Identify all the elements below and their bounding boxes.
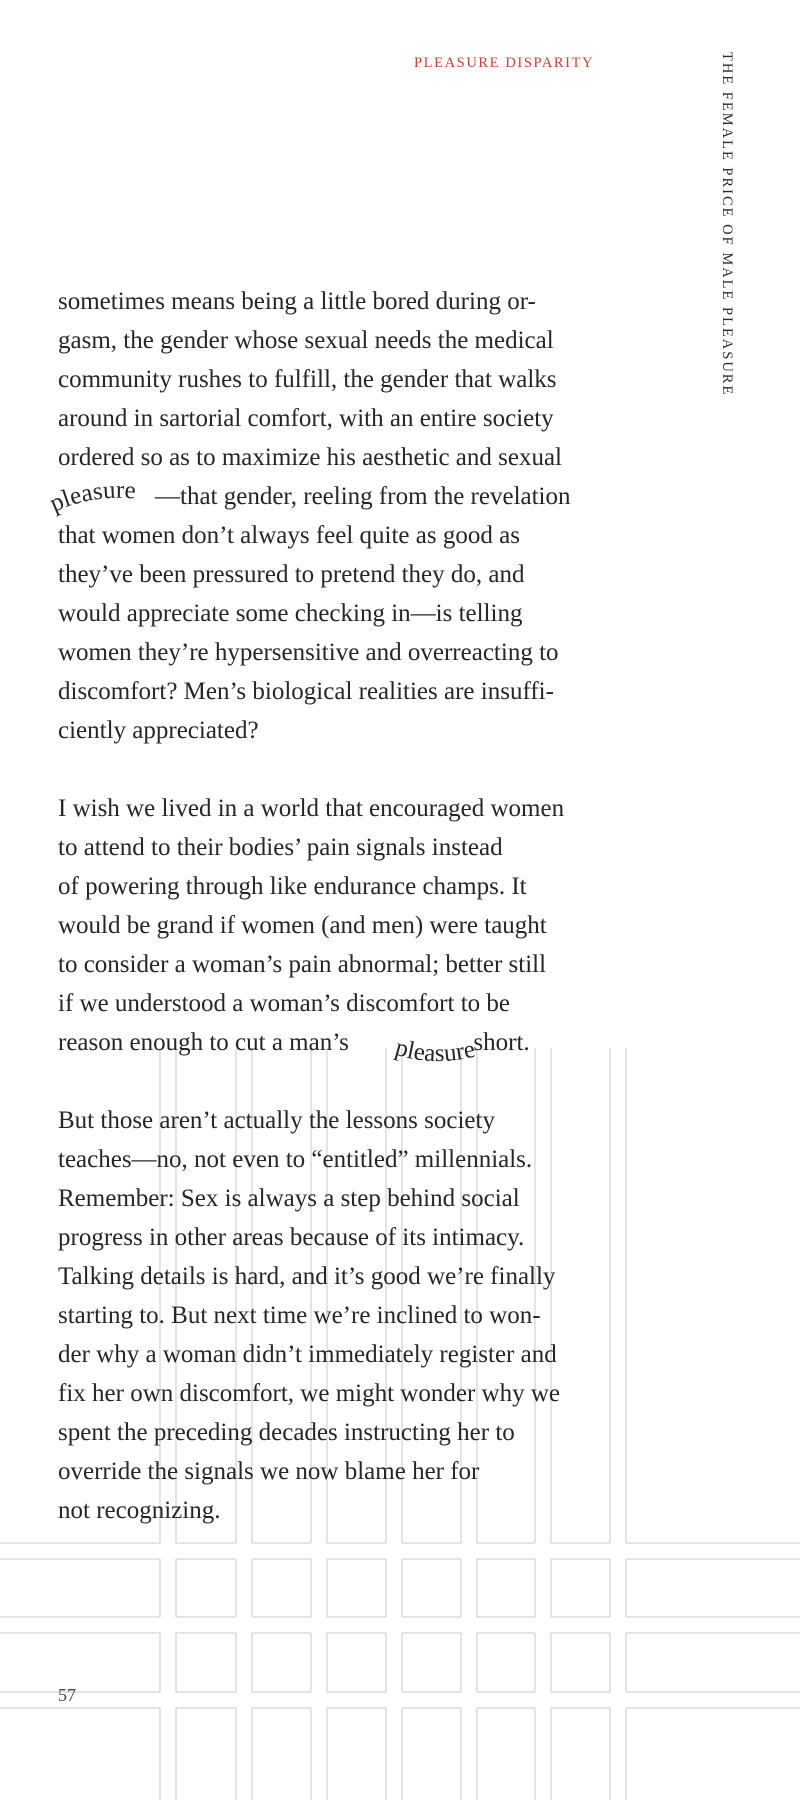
- paragraph-3: [58, 1101, 628, 1530]
- text-line: to consider a woman’s pain abnormal; better still: [58, 951, 547, 978]
- text-line: if we understood a woman’s discomfort to be: [58, 990, 510, 1017]
- text-line: Talking details is hard, and it’s good we’re finally: [58, 1263, 556, 1290]
- line-end: short.: [473, 1029, 530, 1056]
- text-line: that women don’t always feel quite as good as: [58, 522, 520, 549]
- text-line: der why a woman didn’t immediately register and: [58, 1341, 557, 1368]
- text-line: Remember: Sex is always a step behind social: [58, 1185, 520, 1212]
- svg-text:pleasure: [392, 1034, 477, 1067]
- text-line: ciently appreciated?: [58, 717, 259, 744]
- text-line: teaches—no, not even to “entitled” millennials.: [58, 1146, 533, 1173]
- body-text: [58, 282, 628, 1569]
- curved-word-2: [392, 1024, 502, 1070]
- text-line: not recognizing.: [58, 1497, 221, 1524]
- text-line: starting to. But next time we’re inclined to won-: [58, 1302, 541, 1329]
- curved-word-text: pleasure: [45, 476, 137, 518]
- text-line: ordered so as to maximize his aesthetic and sexual: [58, 444, 563, 471]
- text-line: spent the preceding decades instructing her to: [58, 1419, 515, 1446]
- curved-word-svg: [392, 1024, 502, 1070]
- curved-word-text: pleasure: [392, 1033, 478, 1068]
- text-line: of powering through like endurance champs. It: [58, 873, 527, 900]
- text-line: progress in other areas because of its intimacy.: [58, 1224, 525, 1251]
- text-line-with-curve: [58, 1023, 628, 1062]
- curved-word-1: [45, 476, 162, 528]
- text-line: community rushes to fulfill, the gender that walks: [58, 366, 557, 393]
- text-line: override the signals we now blame her for: [58, 1458, 480, 1485]
- running-header: PLEASURE DISPARITY: [414, 55, 595, 71]
- text-line: sometimes means being a little bored during or-: [58, 288, 536, 315]
- page-number: 57: [58, 1685, 76, 1705]
- text-line: women they’re hypersensitive and overreacting to: [58, 639, 559, 666]
- text-line: fix her own discomfort, we might wonder why we: [58, 1380, 560, 1407]
- text-line: discomfort? Men’s biological realities are insuffi-: [58, 678, 554, 705]
- text-line: I wish we lived in a world that encouraged women: [58, 795, 565, 822]
- text-line: they’ve been pressured to pretend they do, and: [58, 561, 525, 588]
- text-line: to attend to their bodies’ pain signals instead: [58, 834, 503, 861]
- text-line: around in sartorial comfort, with an entire society: [58, 405, 554, 432]
- text-line: But those aren’t actually the lessons society: [58, 1107, 495, 1134]
- svg-text:pleasure: [46, 477, 137, 518]
- text-line: would be grand if women (and men) were taught: [58, 912, 547, 939]
- line-start: reason enough to cut a man’s: [58, 1029, 349, 1056]
- side-title: THE FEMALE PRICE OF MALE PLEASURE: [719, 52, 735, 397]
- text-line: would appreciate some checking in—is telling: [58, 600, 523, 627]
- curved-word-svg: [45, 476, 162, 528]
- text-line: gasm, the gender whose sexual needs the medical: [58, 327, 554, 354]
- paragraph-2: [58, 789, 628, 1062]
- text-line-with-curve: —that gender, reeling from the revelation: [155, 483, 571, 510]
